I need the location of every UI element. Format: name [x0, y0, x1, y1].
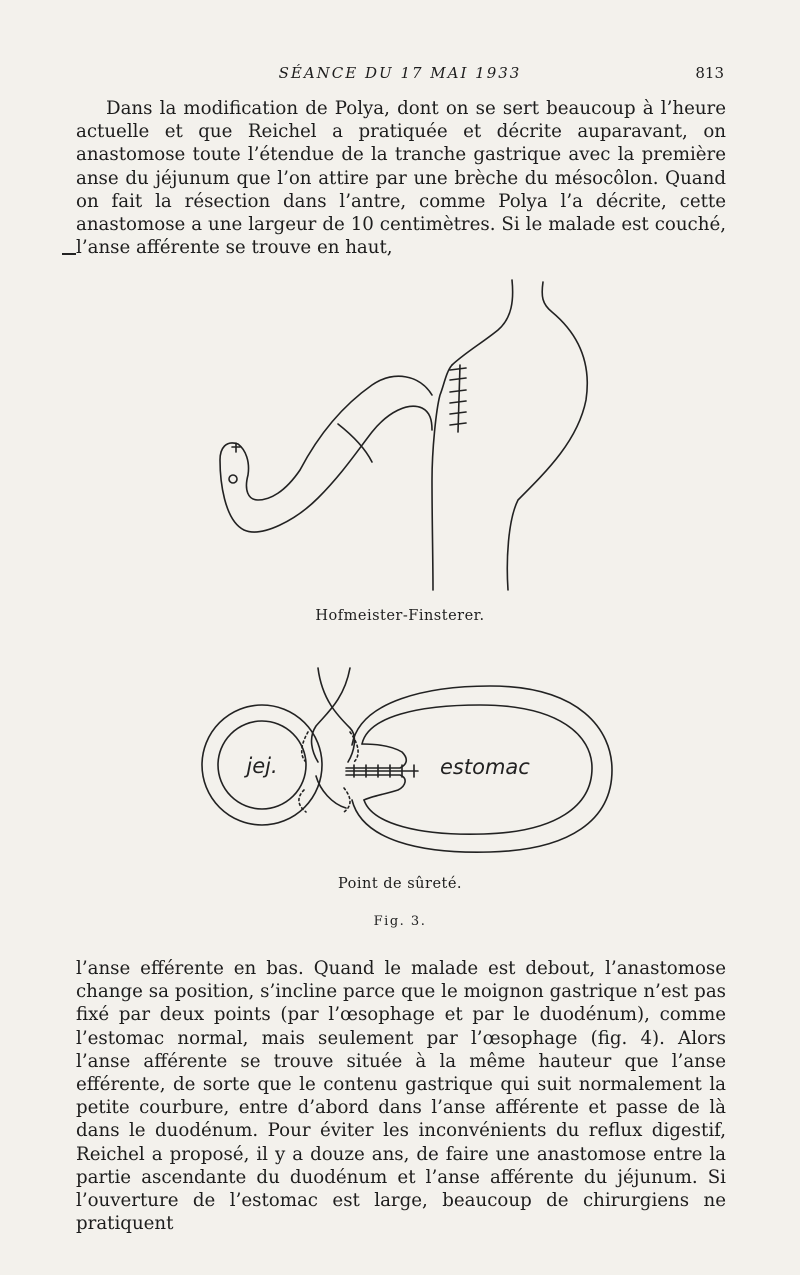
caption-point-de-surete: Point de sûreté.	[337, 876, 463, 892]
label-estomac: estomac	[440, 755, 530, 779]
running-head: SÉANCE DU 17 MAI 1933	[278, 64, 522, 82]
jejunum-section-line	[338, 424, 372, 462]
label-jej: jej.	[246, 754, 278, 778]
esophagus-left-line	[452, 280, 513, 365]
stomach-stitch-line	[458, 365, 460, 432]
page-number: 813	[695, 64, 724, 82]
hofmeister-drawing	[220, 280, 587, 590]
stomach-neck	[346, 744, 406, 768]
jejunum-opening	[229, 475, 237, 483]
crossing-strand-a	[318, 668, 354, 762]
jejunum-outer	[220, 376, 432, 532]
stomach-outer-line	[507, 282, 587, 590]
paragraph-bottom: l’anse efférente en bas. Quand le malade est debout, l’anastomose change sa position, s’incline parce que le moignon gastrique n’est pas fixé par deux points (par l’œsophage et par le duodénum), comme l’estomac normal, mais seulement par l’œsophage (fig. 4). Alors l’anse afférente se trouve située à la même hauteur que l’anse efférente, de sorte que le contenu gastrique qui suit normalement la petite courbure, entre d’abord dans l’anse afférente et passe de là dans le duodénum. Pour éviter les inconvénients du reflux digestif, Reichel a proposé, il y a douze ans, de faire une anastomose entre la partie ascendante du duodénum et l’anse afférente du jéjunum. Si l’ouverture de l’estomac est large, beaucoup de chirurgiens ne pratiquent	[76, 958, 726, 1235]
stomach-inner-line	[432, 365, 452, 590]
crossing-strand-b	[312, 668, 350, 762]
paragraph-top: Dans la modification de Polya, dont on se sert beaucoup à l’heure actuelle et que Reichel a pratiquée et décrite auparavant, on anastomose toute l’étendue de la tranche gastrique avec la première anse du jéjunum que l’on attire par une brèche du mésocôlon. Quand on fait la résection dans l’antre, comme Polya l’a décrite, cette anastomose a une largeur de 10 centimètres. Si le malade est couché, l’anse afférente se trouve en haut,	[76, 98, 726, 259]
suture-bottom-left	[299, 790, 306, 812]
figure-label: Fig. 3.	[373, 914, 427, 929]
caption-hofmeister: Hofmeister-Finsterer.	[315, 608, 485, 624]
stomach-neck-lower	[346, 775, 405, 800]
